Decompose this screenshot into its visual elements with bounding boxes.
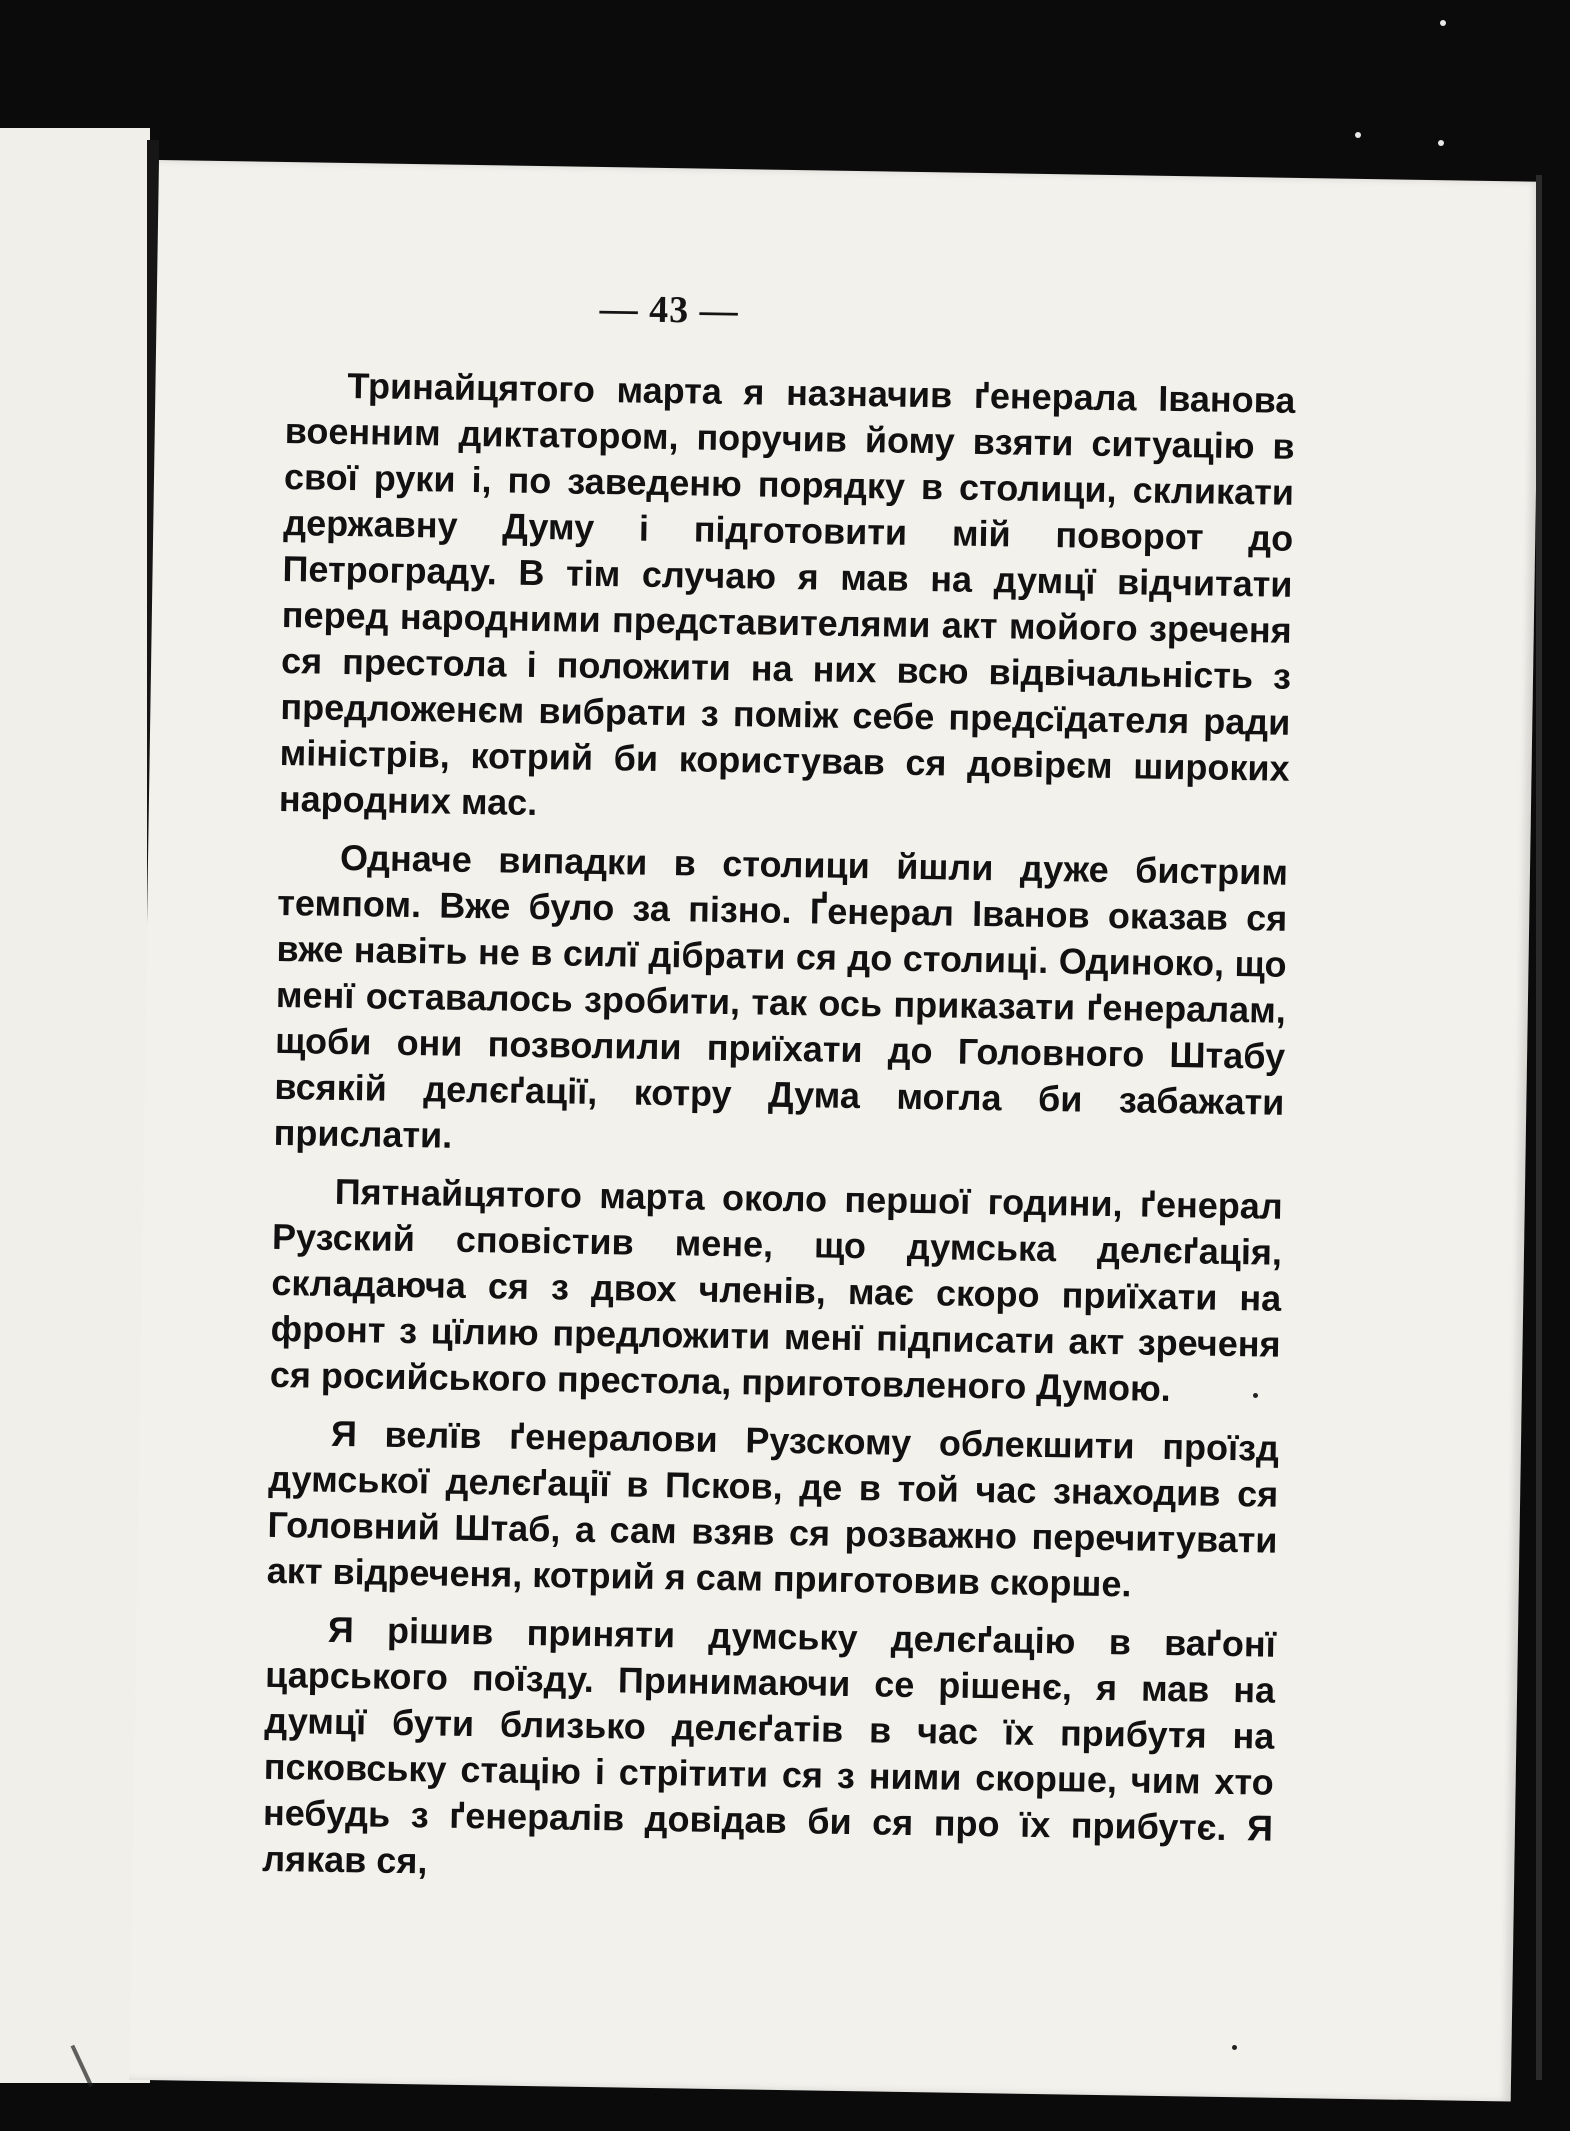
paragraph-2: Одначе випадки в столици йшли дуже бистрим темпом. Вже було за пізно. Ґенерал Іванов оказав ся вже навіть не в силї дібрати ся до столиці. Одиноко, що менї оставалось зробити, так ось приказати ґенералам, щоби они позволили приїхати до Головного Штабу всякій делєґації, котру Дума могла би забажати прислати.	[273, 836, 1289, 1156]
scan-speck	[1440, 20, 1446, 26]
paragraph-5: Я рішив приняти думську делєґацію в ваґонї царського поїзду. Принимаючи се рішенє, я мав на думцї бути близько делєґатів в час їх прибутя на псковську стацію і стрітити ся з ними скорше, чим хто небудь з ґенералів довідав би ся про їх прибутє. Я лякав ся,	[262, 1608, 1277, 1882]
page-sheet	[129, 160, 1541, 2101]
scan-speck	[1232, 2045, 1237, 2050]
scan-speck	[1438, 140, 1444, 146]
page-number: — 43 —	[599, 287, 740, 333]
facing-page-edge	[0, 128, 150, 2083]
scan-speck	[1355, 132, 1361, 138]
page-right-edge	[1536, 175, 1542, 2080]
scan-speck	[1253, 1393, 1258, 1398]
paragraph-3: Пятнайцятого марта около першої години, ґенерал Рузский сповістив мене, що думська делєґація, складаюча ся з двох членів, має скоро приїхати на фронт з цїлию предложити менї підписати акт зреченя ся росийського престола, приготовленого Думою.	[269, 1170, 1284, 1410]
paragraph-4: Я велїв ґенералови Рузскому облекшити проїзд думської делєґації в Псков, де в той час знаходив ся Головний Штаб, а сам взяв ся розважно перечитувати акт відреченя, котрий я сам приготовив скорше.	[266, 1412, 1280, 1605]
paragraph-1: Тринайцятого марта я назначив ґенерала Іванова военним диктатором, поручив йому взяти ситуацію в свої руки і, по заведеню порядку в столици, скликати державну Думу і підготовити мій поворот до Петрограду. В тім случаю я мав на думцї відчитати перед народними представителями акт мойого зреченя ся престола і положити на них всю відвічальність з предложенєм вибрати з поміж себе предсїдателя ради міністрів, котрий би користував ся довірєм широких народних мас.	[278, 364, 1296, 824]
body-text	[262, 362, 1296, 1910]
